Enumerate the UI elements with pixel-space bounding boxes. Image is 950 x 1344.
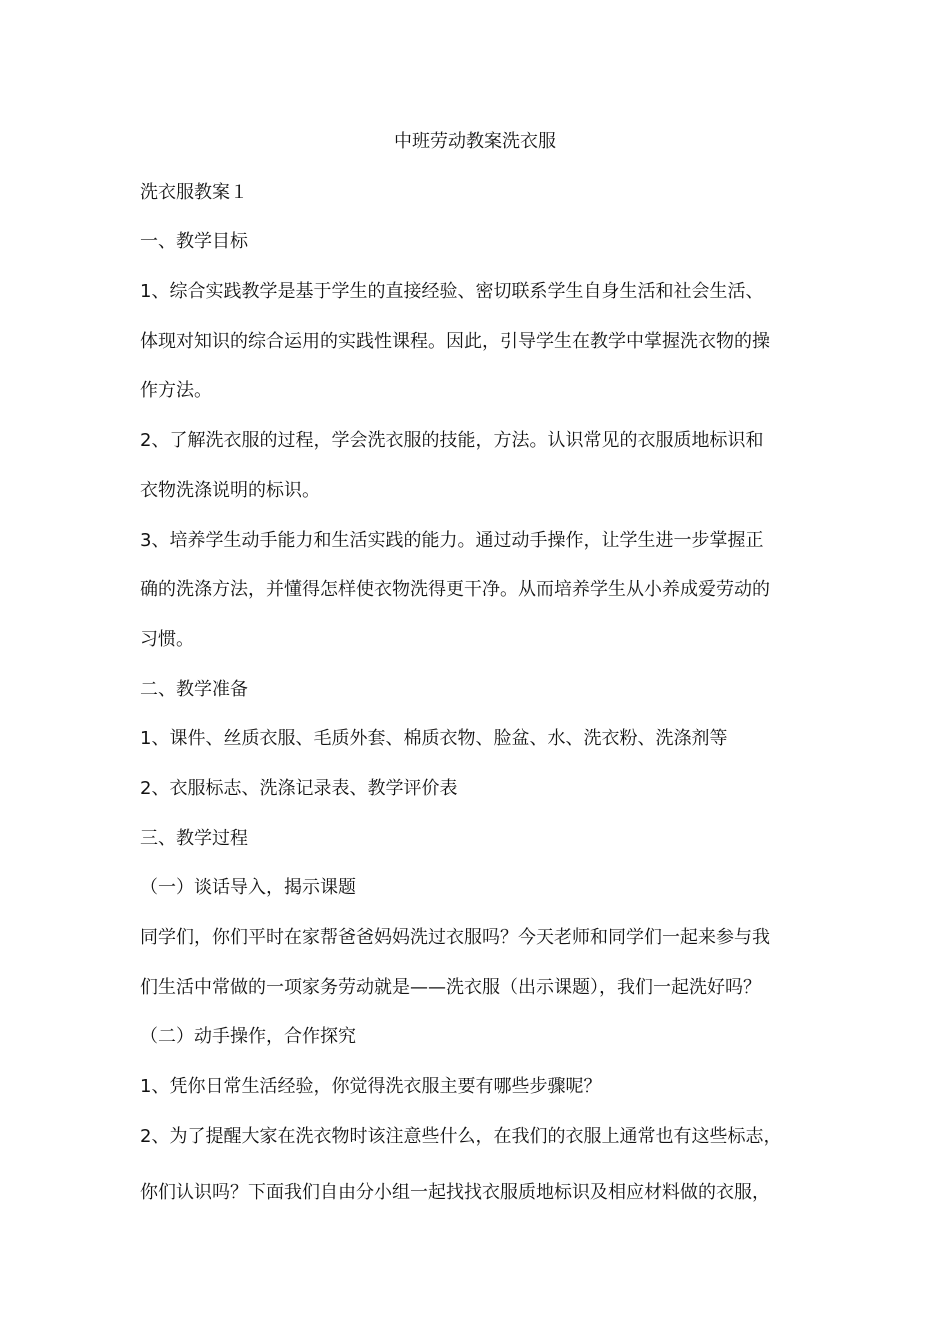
body-text-line: 习惯。 (140, 629, 194, 650)
document-title: 中班劳动教案洗衣服 (394, 131, 556, 152)
section-heading: 三、教学过程 (140, 828, 248, 849)
body-text-line: 2、衣服标志、洗涤记录表、教学评价表 (140, 778, 458, 799)
body-text-line: 作方法。 (140, 380, 212, 401)
body-text-line: 3、培养学生动手能力和生活实践的能力。通过动手操作，让学生进一步掌握正 (140, 530, 764, 551)
body-text-line: 你们认识吗？下面我们自由分小组一起找找衣服质地标识及相应材料做的衣服， (140, 1182, 770, 1203)
body-text-line: 体现对知识的综合运用的实践性课程。因此，引导学生在教学中掌握洗衣物的操 (140, 331, 770, 352)
section-heading: 二、教学准备 (140, 679, 248, 700)
body-text-line: 衣物洗涤说明的标识。 (140, 480, 320, 501)
body-text-line: 确的洗涤方法，并懂得怎样使衣物洗得更干净。从而培养学生从小养成爱劳动的 (140, 579, 770, 600)
body-text-line: 2、为了提醒大家在洗衣物时该注意些什么，在我们的衣服上通常也有这些标志， (140, 1126, 782, 1147)
body-text-line: 1、课件、丝质衣服、毛质外套、棉质衣物、脸盆、水、洗衣粉、洗涤剂等 (140, 728, 728, 749)
section-heading: 洗衣服教案１ (140, 182, 248, 203)
body-text-line: 们生活中常做的一项家务劳动就是——洗衣服（出示课题），我们一起洗好吗？ (140, 977, 761, 998)
body-text-line: 同学们，你们平时在家帮爸爸妈妈洗过衣服吗？今天老师和同学们一起来参与我 (140, 927, 770, 948)
body-text-line: 2、了解洗衣服的过程，学会洗衣服的技能，方法。认识常见的衣服质地标识和 (140, 430, 764, 451)
body-text-line: 1、凭你日常生活经验，你觉得洗衣服主要有哪些步骤呢？ (140, 1076, 602, 1097)
subsection-heading: （一）谈话导入，揭示课题 (140, 877, 356, 898)
body-text-line: 1、综合实践教学是基于学生的直接经验、密切联系学生自身生活和社会生活、 (140, 281, 764, 302)
subsection-heading: （二）动手操作，合作探究 (140, 1026, 356, 1047)
section-heading: 一、教学目标 (140, 231, 248, 252)
